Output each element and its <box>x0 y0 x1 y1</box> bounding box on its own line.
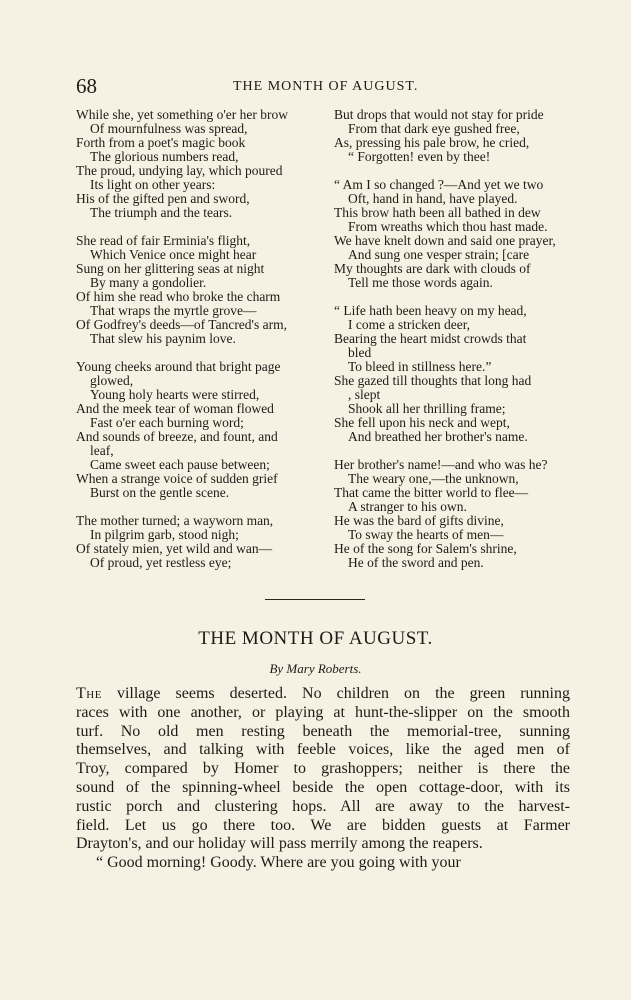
poem-stanza <box>76 360 322 500</box>
poem-stanza <box>76 234 322 346</box>
article-line: themselves, and talking with feeble voices, like the aged men of <box>76 741 570 759</box>
poem-line: Burst on the gentle scene. <box>90 485 230 500</box>
article-byline: By Mary Roberts. <box>269 661 362 676</box>
poem-line: Young cheeks around that bright page <box>76 359 281 374</box>
poem-line: She gazed till thoughts that long had <box>334 373 532 388</box>
poem-stanza <box>334 458 574 570</box>
poem-line: She fell upon his neck and wept, <box>334 415 510 430</box>
poem-stanza <box>76 514 322 570</box>
poem-line: Forth from a poet's magic book <box>76 135 246 150</box>
poem-line: And sung one vesper strain; [care <box>348 247 530 262</box>
poem-line: A stranger to his own. <box>348 499 467 514</box>
poem-line: The weary one,—the unknown, <box>348 471 519 486</box>
poem-left-column <box>76 108 322 584</box>
poem-line: To bleed in stillness here.” <box>348 359 492 374</box>
article-line-text: village seems deserted. No children on the green running <box>101 685 570 702</box>
poem-line: When a strange voice of sudden grief <box>76 471 278 486</box>
poem-line: While she, yet something o'er her brow <box>76 107 288 122</box>
poem-line: Her brother's name!—and who was he? <box>334 457 548 472</box>
poem-line: She read of fair Erminia's flight, <box>76 233 251 248</box>
poem-line: That slew his paynim love. <box>90 331 236 346</box>
poem-line: The glorious numbers read, <box>90 149 239 164</box>
article-line: Troy, compared by Homer to grashoppers; neither is there the <box>76 760 570 778</box>
running-title: THE MONTH OF AUGUST. <box>233 79 419 94</box>
poem-line: The proud, undying lay, which poured <box>76 163 283 178</box>
article-line: turf. No old men resting beneath the memorial-tree, sunning <box>76 722 570 740</box>
poem-line: glowed, <box>90 373 134 388</box>
poem-line: We have knelt down and said one prayer, <box>334 233 556 248</box>
poem-line: This brow hath been all bathed in dew <box>334 205 541 220</box>
poem-line: Shook all her thrilling frame; <box>348 401 506 416</box>
page-header <box>0 74 631 98</box>
poem-line: Which Venice once might hear <box>90 247 257 262</box>
poem-line: Tell me those words again. <box>348 275 493 290</box>
poem-line: The mother turned; a wayworn man, <box>76 513 274 528</box>
poem-line: From wreaths which thou hast made. <box>348 219 548 234</box>
article-lead-word: The <box>76 685 102 702</box>
article-line: races with one another, or playing at hunt-the-slipper on the smooth <box>76 703 570 721</box>
poem-line: I come a stricken deer, <box>348 317 471 332</box>
poem-line: His of the gifted pen and sword, <box>76 191 250 206</box>
article-line: sound of the spinning-wheel beside the open cottage-door, with its <box>76 778 570 796</box>
poem-stanza <box>334 108 574 164</box>
poem-line: “ Am I so changed ?—And yet we two <box>334 177 544 192</box>
poem-stanza <box>334 178 574 290</box>
poem-line: Came sweet each pause between; <box>90 457 270 472</box>
poem-line: Of proud, yet restless eye; <box>90 555 232 570</box>
poem-line: Fast o'er each burning word; <box>90 415 244 430</box>
poem-right-column <box>334 108 574 584</box>
poem-line: Of stately mien, yet wild and wan— <box>76 541 273 556</box>
article-line: Drayton's, and our holiday will pass merrily among the reapers. <box>76 835 483 853</box>
poem-line: Of mournfulness was spread, <box>90 121 248 136</box>
poem-line: And breathed her brother's name. <box>348 429 528 444</box>
poem-line: That wraps the myrtle grove— <box>90 303 257 318</box>
poem-line: My thoughts are dark with clouds of <box>334 261 531 276</box>
poem-line: And sounds of breeze, and fount, and <box>76 429 278 444</box>
poem-line: “ Life hath been heavy on my head, <box>334 303 527 318</box>
article-line: rustic porch and clustering hops. All are away to the harvest- <box>76 797 570 815</box>
poem-line: But drops that would not stay for pride <box>334 107 544 122</box>
poem-line: To sway the hearts of men— <box>348 527 504 542</box>
article-line <box>76 685 570 704</box>
article-line: field. Let us go there too. We are bidden guests at Farmer <box>76 816 570 834</box>
article-line: “ Good morning! Goody. Where are you going with your <box>96 854 461 872</box>
poem-line: The triumph and the tears. <box>90 205 233 220</box>
poem-line: Oft, hand in hand, have played. <box>348 191 518 206</box>
poem-line: Sung on her glittering seas at night <box>76 261 265 276</box>
poem-line: He of the song for Salem's shrine, <box>334 541 517 556</box>
poem-line: And the meek tear of woman flowed <box>76 401 274 416</box>
section-divider <box>265 599 365 600</box>
poem-line: Young holy hearts were stirred, <box>90 387 260 402</box>
poem-line: Its light on other years: <box>90 177 216 192</box>
poem-line: He of the sword and pen. <box>348 555 484 570</box>
poem-line: “ Forgotten! even by thee! <box>348 149 491 164</box>
poem-line: Bearing the heart midst crowds that <box>334 331 527 346</box>
poem-line: bled <box>348 345 372 360</box>
article-body <box>76 685 570 873</box>
poem-line: Of him she read who broke the charm <box>76 289 281 304</box>
poem-line: From that dark eye gushed free, <box>348 121 520 136</box>
article-title: THE MONTH OF AUGUST. <box>198 628 433 649</box>
poem-line: Of Godfrey's deeds—of Tancred's arm, <box>76 317 287 332</box>
poem-line: , slept <box>348 387 381 402</box>
poem-stanza <box>334 304 574 444</box>
poem-line: By many a gondolier. <box>90 275 207 290</box>
poem-stanza <box>76 108 322 220</box>
page-number: 68 <box>76 74 97 98</box>
poem-line: In pilgrim garb, stood nigh; <box>90 527 239 542</box>
poem-line: He was the bard of gifts divine, <box>334 513 504 528</box>
poem-line: That came the bitter world to flee— <box>334 485 529 500</box>
poem-line: leaf, <box>90 443 114 458</box>
poem-line: As, pressing his pale brow, he cried, <box>334 135 530 150</box>
